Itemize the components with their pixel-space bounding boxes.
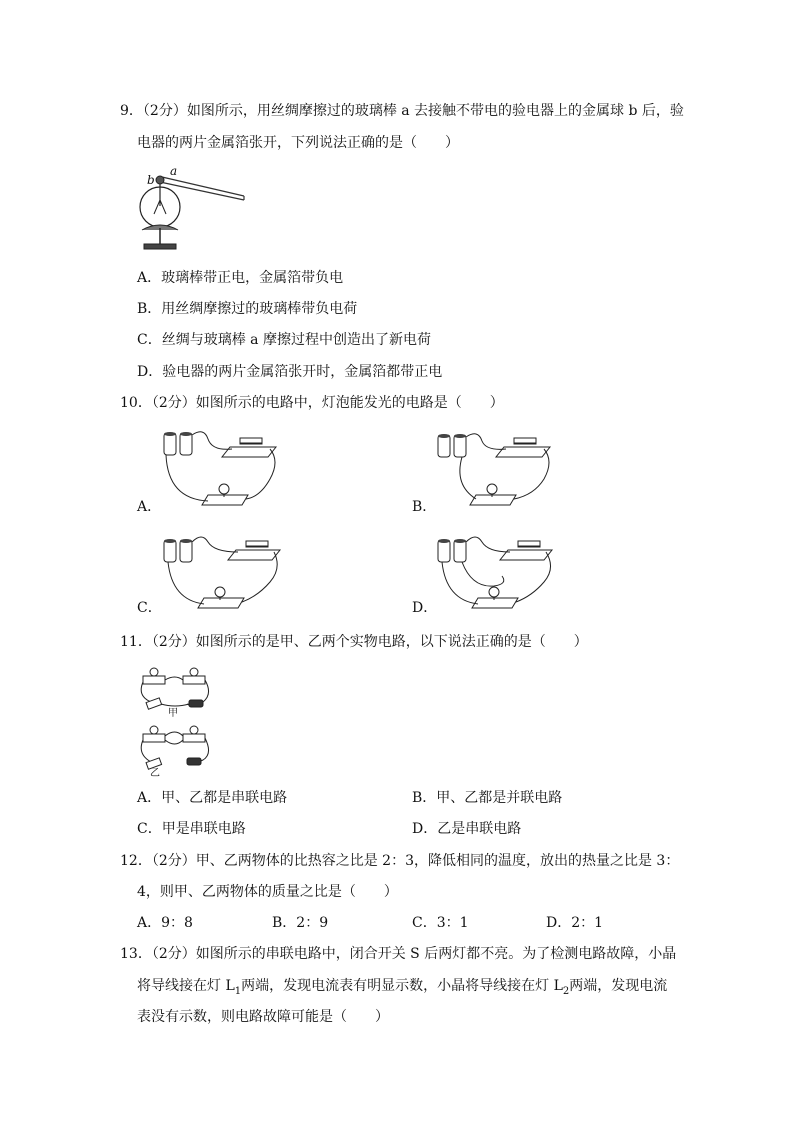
q13-line2-part2: 两端，发现电流表有明显示数，小晶将导线接在灯 L xyxy=(241,978,563,994)
q13-stem-line1: 13．（2分）如图所示的串联电路中，闭合开关 S 后两灯都不亮。为了检测电路故障，小晶 xyxy=(120,946,677,962)
q13-line2-part3: 两端，发现电流 xyxy=(569,978,668,994)
q10-label-a: A． xyxy=(137,499,162,515)
q12-option-a: A．9：8 xyxy=(137,915,193,931)
q10-stem: 10．（2分）如图所示的电路中，灯泡能发光的电路是（ ） xyxy=(120,395,504,411)
q12-option-b: B．2：9 xyxy=(272,915,329,931)
circuit-b-figure xyxy=(432,425,556,515)
subscript-1: 1 xyxy=(234,985,242,997)
circuit-d-figure xyxy=(432,528,556,618)
q9-option-b: B．用丝绸摩擦过的玻璃棒带负电荷 xyxy=(137,301,358,317)
q13-stem-line2 xyxy=(137,976,667,1002)
label-b: b xyxy=(147,173,155,187)
q12-option-d: D．2：1 xyxy=(546,915,604,931)
q13-stem-line3: 表没有示数，则电路故障可能是（ ） xyxy=(137,1009,389,1025)
q9-option-d: D．验电器的两片金属箔张开时，金属箔都带正电 xyxy=(137,364,443,380)
q9-stem-line2: 电器的两片金属箔张开，下列说法正确的是（ ） xyxy=(137,135,459,151)
q9-option-a: A．玻璃棒带正电，金属箔带负电 xyxy=(137,270,344,286)
label-yi: 乙 xyxy=(150,768,160,779)
q11-option-a: A．甲、乙都是串联电路 xyxy=(137,790,288,806)
q11-option-d: D．乙是串联电路 xyxy=(412,821,522,837)
q10-label-b: B． xyxy=(412,499,437,515)
q9-option-c: C．丝绸与玻璃棒 a 摩擦过程中创造出了新电荷 xyxy=(137,332,431,348)
circuit-a-figure xyxy=(158,425,282,515)
label-jia: 甲 xyxy=(168,708,178,719)
q11-option-b: B．甲、乙都是并联电路 xyxy=(412,790,563,806)
q10-label-c: C． xyxy=(137,600,162,616)
q11-stem: 11．（2分）如图所示的是甲、乙两个实物电路，以下说法正确的是（ ） xyxy=(120,634,588,650)
q12-stem-line2: 4，则甲、乙两物体的质量之比是（ ） xyxy=(137,884,398,900)
q12-option-c: C．3：1 xyxy=(412,915,469,931)
q10-label-d: D． xyxy=(412,600,438,616)
label-a: a xyxy=(170,164,178,178)
q13-line2-part1: 将导线接在灯 L xyxy=(137,978,235,994)
circuit-c-figure xyxy=(158,528,282,618)
q12-stem-line1: 12．（2分）甲、乙两物体的比热容之比是 2：3，降低相同的温度，放出的热量之比是 3： xyxy=(120,853,680,869)
q9-stem-line1: 9．（2分）如图所示，用丝绸摩擦过的玻璃棒 a 去接触不带电的验电器上的金属球 b 后，验 xyxy=(120,103,684,119)
q11-option-c: C．甲是串联电路 xyxy=(137,821,246,837)
subscript-2: 2 xyxy=(562,985,570,997)
